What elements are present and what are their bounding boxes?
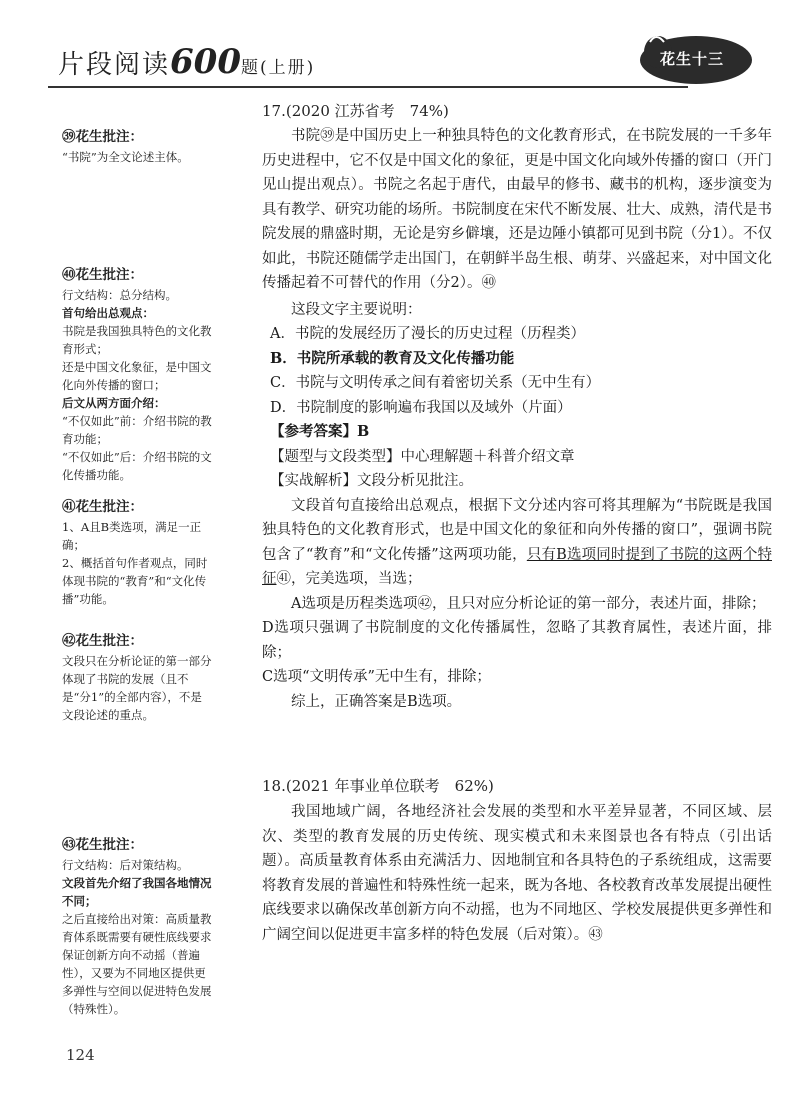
note-41-line: 1、A且B类选项，满足一正确； [62, 520, 202, 552]
q18-passage: 我国地域广阔，各地经济社会发展的类型和水平差异显著，不同区域、层次、类型的教育发展的历史传统、现实模式和未来图景也各有特点（引出话题）。高质量教育体系由充满活力、因地制宜和各具特色的子系统组成，这需要将教育发展的普遍性和特殊性统一起来，既为各地、各校教育改革发展提出硬性底线要求以确保改革创新方向不动摇，也为不同地区、学校发展提供更多弹性和广阔空间以促进更丰富多样的特色发展（后对策）。㊸ [262, 804, 772, 943]
q17-option-d: D．书院制度的影响遍布我国以及域外（片面） [270, 399, 572, 416]
header-divider [48, 86, 688, 88]
title-text: 片段阅读 [58, 50, 171, 80]
q17-type: 【题型与文段类型】中心理解题＋科普介绍文章 [270, 448, 575, 465]
note-40-line: 行文结构：总分结构。 [62, 288, 177, 302]
q17-explanation-3: D选项只强调了书院制度的文化传播属性，忽略了其教育属性，表述片面，排除； [262, 620, 772, 661]
note-41-line: 2、概括首句作者观点，同时体现书院的“教育”和“文化传播”功能。 [62, 556, 208, 606]
exp1-text: 文段首句直接给出总观点，根据下文分述内容可将其理解为“书院既是我国独具特色的文化教育形式，也是中国文化的象征和向外传播的窗口”，强调书院包含了“教育”和“文化传播”这两项功能， [262, 497, 772, 563]
q17-option-b: B．书院所承载的教育及文化传播功能 [270, 349, 515, 367]
note-43-title: ㊸花生批注： [62, 837, 143, 853]
note-41 [62, 498, 212, 608]
q17-analysis-label: 【实战解析】文段分析见批注。 [270, 473, 473, 489]
note-40-line: 书院是我国独具特色的文化教育形式； [62, 324, 212, 356]
note-40-line: 还是中国文化象征，是中国文化向外传播的窗口； [62, 360, 212, 392]
note-39 [62, 128, 212, 166]
logo-text: 花生十三 [660, 50, 725, 68]
q17-answer: 【参考答案】B [270, 423, 370, 440]
note-41-title: ㊶花生批注： [62, 499, 143, 515]
title-volume: (上册) [260, 58, 316, 78]
title-suffix: 题 [241, 58, 260, 78]
note-43 [62, 836, 212, 1018]
book-title [58, 42, 315, 82]
question-18-header: 18.(2021 年事业单位联考 62%) [262, 777, 494, 795]
q17-passage: 书院㊴是中国历史上一种独具特色的文化教育形式，在书院发展的一千多年历史进程中，它不仅是中国文化的象征，更是中国文化向域外传播的窗口（开门见山提出观点）。书院之名起于唐代，由最早的修书、藏书的机构，逐步演变为具有教学、研究功能的场所。书院制度在宋代不断发展、壮大、成熟，清代是书院发展的鼎盛时期，无论是穷乡僻壤，还是边陲小镇都可见到书院（分1）。不仅如此，书院还随儒学走出国门，在朝鲜半岛生根、萌芽、兴盛起来，对中国文化传播起着不可替代的作用（分2）。㊵ [262, 128, 772, 291]
note-39-title: ㊴花生批注： [62, 129, 143, 145]
note-42 [62, 632, 212, 724]
note-43-line: 文段首先介绍了我国各地情况不同； [62, 876, 212, 908]
question-17-header: 17.(2020 江苏省考 74%) [262, 102, 449, 120]
q17-explanation-4: C选项“文明传承”无中生有，排除； [262, 669, 491, 685]
note-42-title: ㊷花生批注： [62, 633, 143, 649]
q17-question: 这段文字主要说明： [291, 301, 422, 318]
title-number: 600 [170, 42, 241, 82]
note-40-line: “不仅如此”前：介绍书院的教育功能； [62, 414, 212, 446]
q17-explanation-5: 综上，正确答案是B选项。 [291, 693, 462, 710]
note-39-body: “书院”为全文论述主体。 [62, 150, 189, 164]
exp1-tail: ㊶，完美选项，当选； [276, 571, 422, 587]
page-number: 124 [66, 1046, 95, 1064]
exp1-underlined: 只有B选项同时提到了书院的这两个特征 [262, 546, 772, 587]
note-42-body: 文段只在分析论证的第一部分体现了书院的发展（且不是“分1”的全部内容），不是文段论述的重点。 [62, 654, 212, 722]
q17-option-a: A．书院的发展经历了漫长的历史过程（历程类） [270, 326, 585, 342]
note-40 [62, 266, 212, 484]
note-43-line: 行文结构：后对策结构。 [62, 858, 189, 872]
q17-option-c: C．书院与文明传承之间有着密切关系（无中生有） [270, 375, 601, 391]
note-43-line: 之后直接给出对策：高质量教育体系既需要有硬性底线要求保证创新方向不动摇（普遍性），又要为不同地区提供更多弹性与空间以促进特色发展（特殊性）。 [62, 912, 212, 1016]
question-17-body [262, 124, 772, 714]
note-40-title: ㊵花生批注： [62, 267, 143, 283]
note-40-line: 首句给出总观点： [62, 306, 154, 320]
note-40-line: 后文从两方面介绍： [62, 396, 166, 410]
q17-explanation-1 [262, 494, 772, 592]
note-40-line: “不仅如此”后：介绍书院的文化传播功能。 [62, 450, 212, 482]
q17-explanation-2: A选项是历程类选项㊷，且只对应分析论证的第一部分，表述片面，排除； [291, 595, 766, 612]
question-18-body [262, 800, 772, 947]
